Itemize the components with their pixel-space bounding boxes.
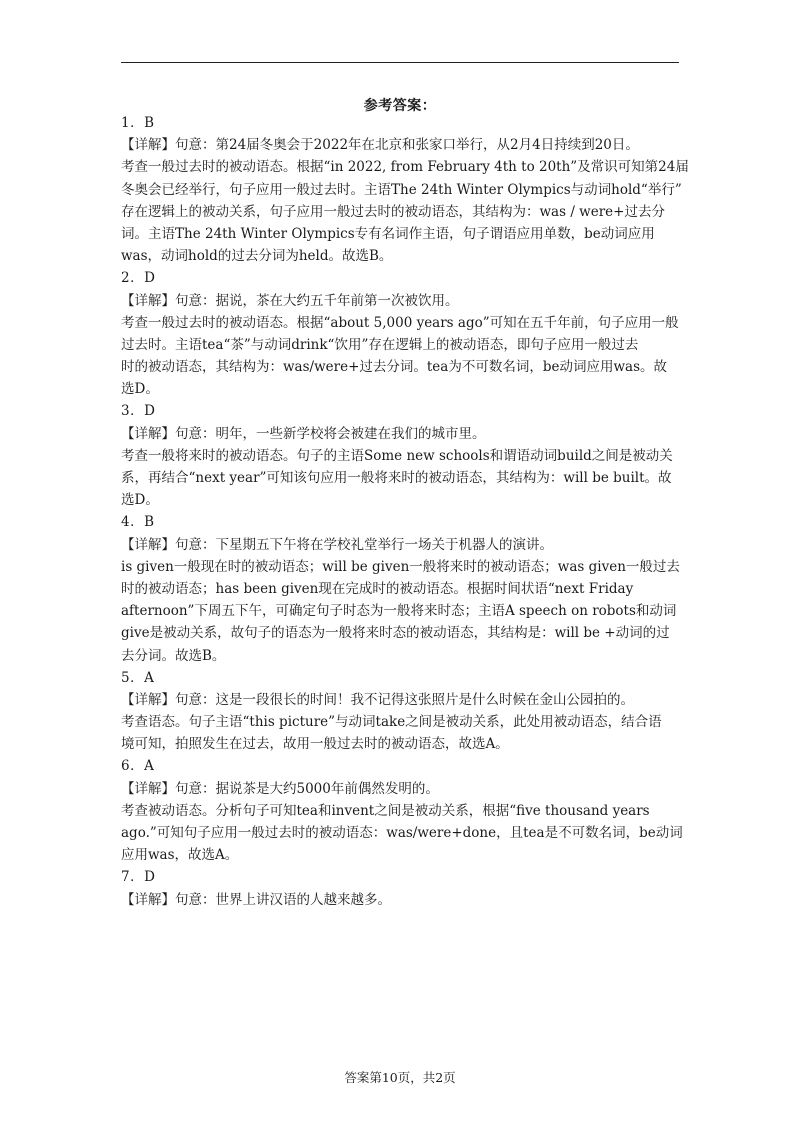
explanation-line: 去分词。故选B。 [121, 647, 226, 664]
explanation-line: 境可知，拍照发生在过去，故用一般过去时的被动语态，故选A。 [121, 736, 509, 753]
explanation-line: 【详解】句意：第24届冬奥会于2022年在北京和张家口举行，从2月4日持续到20日。 [121, 137, 639, 154]
explanation-line: 冬奥会已经举行，句子应用一般过去时。主语The 24th Winter Olympics与动词hold“举行” [121, 181, 682, 198]
explanation-line: 选D。 [121, 381, 159, 398]
explanation-line: 【详解】句意：这是一段很长的时间！我不记得这张照片是什么时候在金山公园拍的。 [121, 691, 634, 708]
answer-number: 4．B [121, 514, 155, 531]
explanation-line: 过去时。主语tea“茶”与动词drink“饮用”存在逻辑上的被动语态，即句子应用一般过去 [121, 336, 639, 353]
answer-number: 6．A [121, 758, 155, 775]
page-footer: 答案第10页，共2页 [344, 1070, 456, 1085]
explanation-line: 时的被动语态；has been given现在完成时的被动语态。根据时间状语“next Friday [121, 580, 634, 597]
explanation-line: 【详解】句意：据说茶是大约5000年前偶然发明的。 [121, 780, 439, 797]
explanation-line: 选D。 [121, 492, 159, 509]
explanation-line: 【详解】句意：下星期五下午将在学校礼堂举行一场关于机器人的演讲。 [121, 536, 553, 553]
page-title: 参考答案： [363, 98, 437, 114]
explanation-line: 【详解】句意：据说，茶在大约五千年前第一次被饮用。 [121, 292, 459, 309]
explanation-line: was，动词hold的过去分词为held。故选B。 [121, 248, 393, 265]
answer-content [121, 112, 689, 911]
explanation-line: give是被动关系，故句子的语态为一般将来时态的被动语态，其结构是：will be +动词的过 [121, 625, 670, 642]
explanation-line: 应用was，故选A。 [121, 847, 239, 864]
explanation-line: 存在逻辑上的被动关系，句子应用一般过去时的被动语态，其结构为：was / were+过去分 [121, 203, 665, 220]
explanation-line: 考查一般过去时的被动语态。根据“about 5,000 years ago”可知在五千年前，句子应用一般 [121, 314, 679, 331]
answer-number: 1．B [121, 115, 155, 131]
answer-number: 5．A [121, 669, 155, 686]
explanation-line: ago.”可知句子应用一般过去时的被动语态：was/were+done，且tea是不可数名词，be动词 [121, 825, 683, 841]
explanation-line: 词。主语The 24th Winter Olympics专有名词作主语，句子谓语应用单数，be动词应用 [121, 225, 655, 242]
explanation-line: 【详解】句意：世界上讲汉语的人越来越多。 [121, 891, 391, 908]
explanation-line: 【详解】句意：明年，一些新学校将会被建在我们的城市里。 [121, 425, 486, 442]
explanation-line: is given一般现在时的被动语态；will be given一般将来时的被动语态；was given一般过去 [121, 558, 680, 575]
answer-number: 2．D [121, 270, 156, 287]
answer-number: 7．D [121, 869, 156, 886]
explanation-line: afternoon”下周五下午，可确定句子时态为一般将来时态；主语A speech on robots和动词 [121, 603, 677, 620]
explanation-line: 考查一般将来时的被动语态。句子的主语Some new schools和谓语动词build之间是被动关 [121, 447, 673, 464]
header-rule [121, 62, 679, 63]
explanation-line: 系，再结合“next year”可知该句应用一般将来时的被动语态，其结构为：will be built。故 [121, 470, 672, 486]
answer-number: 3．D [121, 403, 156, 420]
explanation-line: 考查语态。句子主语“this picture”与动词take之间是被动关系，此处用被动语态，结合语 [121, 714, 662, 731]
explanation-line: 时的被动语态，其结构为：was/were+过去分词。tea为不可数名词，be动词应用was。故 [121, 359, 668, 376]
explanation-line: 考查被动语态。分析句子可知tea和invent之间是被动关系，根据“five thousand years [121, 802, 650, 819]
explanation-line: 考查一般过去时的被动语态。根据“in 2022, from February 4th to 20th”及常识可知第24届 [121, 159, 689, 176]
